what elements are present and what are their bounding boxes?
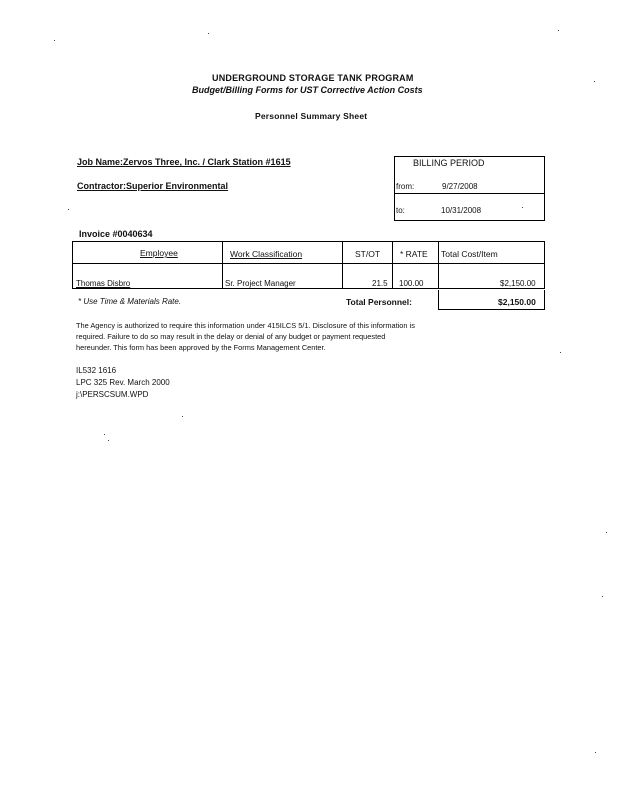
rate-note: * Use Time & Materials Rate. [78, 297, 182, 306]
scan-speck [594, 81, 595, 82]
scan-speck [522, 207, 523, 208]
scan-speck [560, 352, 561, 353]
header-total-cost: Total Cost/Item [441, 249, 498, 259]
scan-speck [104, 434, 105, 435]
header-employee: Employee [140, 248, 178, 258]
row-employee: Thomas Disbro [76, 279, 131, 288]
header-work-classification: Work Classification [230, 249, 303, 259]
total-personnel-value: $2,150.00 [498, 297, 536, 307]
billing-box-left [394, 156, 395, 220]
scan-speck [595, 752, 596, 753]
scan-speck [606, 532, 607, 533]
table-left-border [72, 241, 73, 289]
scan-speck [558, 30, 559, 31]
billing-period-title: BILLING PERIOD [413, 158, 485, 168]
header-st-ot: ST/OT [355, 249, 381, 259]
table-row-bottom [72, 288, 545, 289]
form-code-1: IL532 1616 [76, 366, 117, 375]
row-rate: 100.00 [399, 279, 424, 288]
form-code-2: LPC 325 Rev. March 2000 [76, 378, 170, 387]
table-right-border [544, 241, 545, 289]
total-personnel-label: Total Personnel: [346, 297, 412, 307]
billing-box-right [544, 156, 545, 221]
header-rate: * RATE [400, 249, 428, 259]
sheet-title: Personnel Summary Sheet [255, 111, 368, 121]
total-box-left [438, 290, 439, 309]
table-col-divider-2 [342, 241, 343, 289]
table-header-bottom [72, 263, 545, 264]
row-classification: Sr. Project Manager [225, 279, 296, 288]
invoice-number: Invoice #0040634 [79, 229, 153, 239]
billing-to-value: 10/31/2008 [441, 206, 482, 215]
table-col-divider-1 [222, 241, 223, 289]
row-hours: 21.5 [372, 279, 388, 288]
form-subtitle: Budget/Billing Forms for UST Corrective Action Costs [192, 85, 423, 95]
scan-speck [208, 33, 209, 34]
table-top-border [72, 241, 545, 242]
billing-from-value: 9/27/2008 [442, 182, 478, 191]
job-name: Job Name:Zervos Three, Inc. / Clark Station #1615 [77, 157, 291, 167]
row-total: $2,150.00 [500, 279, 536, 288]
total-box-right [544, 290, 545, 309]
table-col-divider-3 [392, 241, 393, 289]
scan-speck [54, 40, 55, 41]
scan-speck [68, 209, 69, 210]
disclaimer-text: The Agency is authorized to require this information under 415ILCS 5/1. Disclosure of this information is required. Failure to do so may result in the delay or denial of any budget or payment requested hereunder. This form has been approved by the Forms Management Center. [76, 321, 415, 352]
billing-box-top [394, 156, 545, 157]
contractor-name: Contractor:Superior Environmental [77, 181, 229, 191]
form-code-3: j:\PERSCSUM.WPD [76, 390, 149, 399]
billing-to-label: to: [396, 206, 405, 215]
scan-speck [602, 596, 603, 597]
scan-speck [182, 416, 183, 417]
billing-from-underline [394, 193, 545, 194]
table-col-divider-4 [438, 241, 439, 289]
total-box-bottom [438, 309, 545, 310]
scan-speck [108, 440, 109, 441]
program-title: UNDERGROUND STORAGE TANK PROGRAM [212, 73, 414, 83]
billing-from-label: from: [396, 182, 415, 191]
billing-box-bottom [394, 220, 545, 221]
